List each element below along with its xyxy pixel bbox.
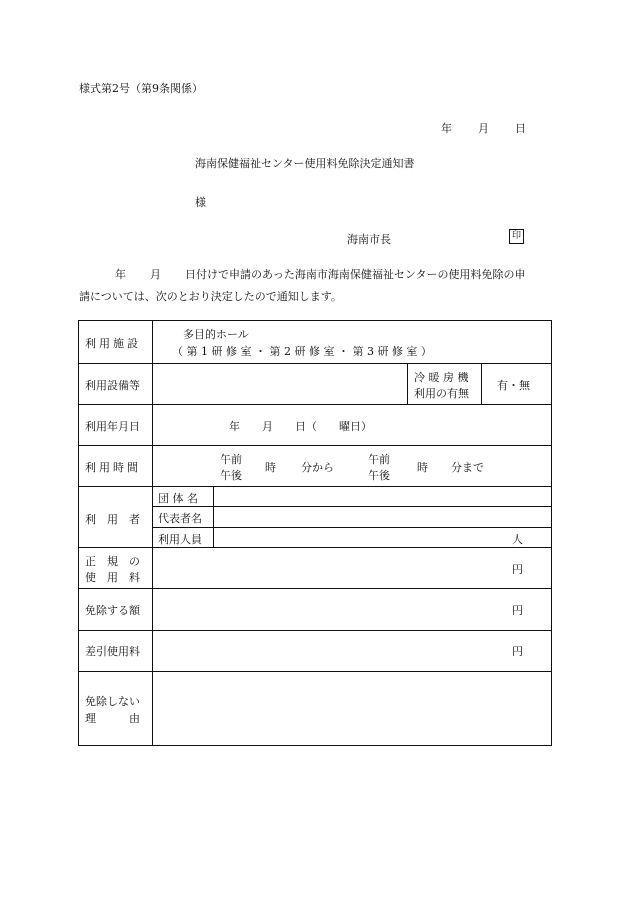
body-line2: 請については、次のとおり決定したので通知します。 — [79, 290, 342, 303]
document-title: 海南保健福祉センター使用料免除決定通知書 — [195, 157, 415, 170]
ac-value: 有・無 — [497, 379, 530, 392]
body-year: 年 — [115, 268, 126, 281]
regular-fee-label-2: 使 用 料 — [85, 571, 140, 584]
start-pm: 午後 — [220, 469, 242, 482]
facility-options: （ 第 1 研 修 室 ・ 第 2 研 修 室 ・ 第 3 研 修 室 ） — [172, 345, 432, 358]
date-label: 利用年月日 — [85, 420, 140, 433]
time-label: 利用時間 — [85, 461, 141, 474]
body-line1: 日付けで申請のあった海南市海南保健福祉センターの使用料免除の申 — [185, 268, 526, 281]
facility-label: 利用施設 — [85, 337, 141, 350]
date-year: 年 — [441, 122, 452, 135]
reason-label-2: 理 由 — [85, 712, 140, 725]
reason-label-1: 免除しない — [85, 695, 140, 708]
end-pm: 午後 — [368, 469, 390, 482]
representative-label: 代表者名 — [158, 512, 202, 525]
user-label: 利 用 者 — [85, 513, 140, 526]
date-value: 年 月 日（ 曜日） — [229, 420, 372, 433]
ac-label-2: 利用の有無 — [414, 387, 469, 400]
exempt-amount-label: 免除する額 — [85, 604, 140, 617]
to-text: 分まで — [451, 461, 484, 474]
facility-line1: 多目的ホール — [183, 328, 249, 341]
from-text: 分から — [301, 461, 334, 474]
form-reference: 様式第2号（第9条関係） — [79, 82, 203, 95]
end-hour: 時 — [417, 461, 428, 474]
start-am: 午前 — [220, 453, 242, 466]
persons-label: 利用人員 — [158, 533, 202, 546]
body-text — [79, 264, 557, 308]
date-day: 日 — [515, 122, 526, 135]
regular-fee-unit: 円 — [512, 563, 523, 576]
addressee-suffix: 様 — [195, 196, 206, 209]
persons-unit: 人 — [512, 533, 523, 546]
exempt-amount-unit: 円 — [512, 604, 523, 617]
net-fee-label: 差引使用料 — [85, 645, 140, 658]
net-fee-unit: 円 — [512, 645, 523, 658]
date-line — [441, 120, 526, 136]
issuer: 海南市長 — [347, 233, 391, 246]
body-month: 月 — [150, 268, 161, 281]
ac-label-1: 冷 暖 房 機 — [414, 371, 469, 384]
end-am: 午前 — [368, 453, 390, 466]
date-month: 月 — [478, 122, 489, 135]
equipment-label: 利用設備等 — [85, 379, 140, 392]
seal-mark: 印 — [509, 229, 524, 244]
start-hour: 時 — [265, 461, 276, 474]
group-name-label: 団 体 名 — [158, 492, 198, 505]
regular-fee-label-1: 正 規 の — [85, 555, 140, 568]
notice-table — [78, 320, 552, 746]
